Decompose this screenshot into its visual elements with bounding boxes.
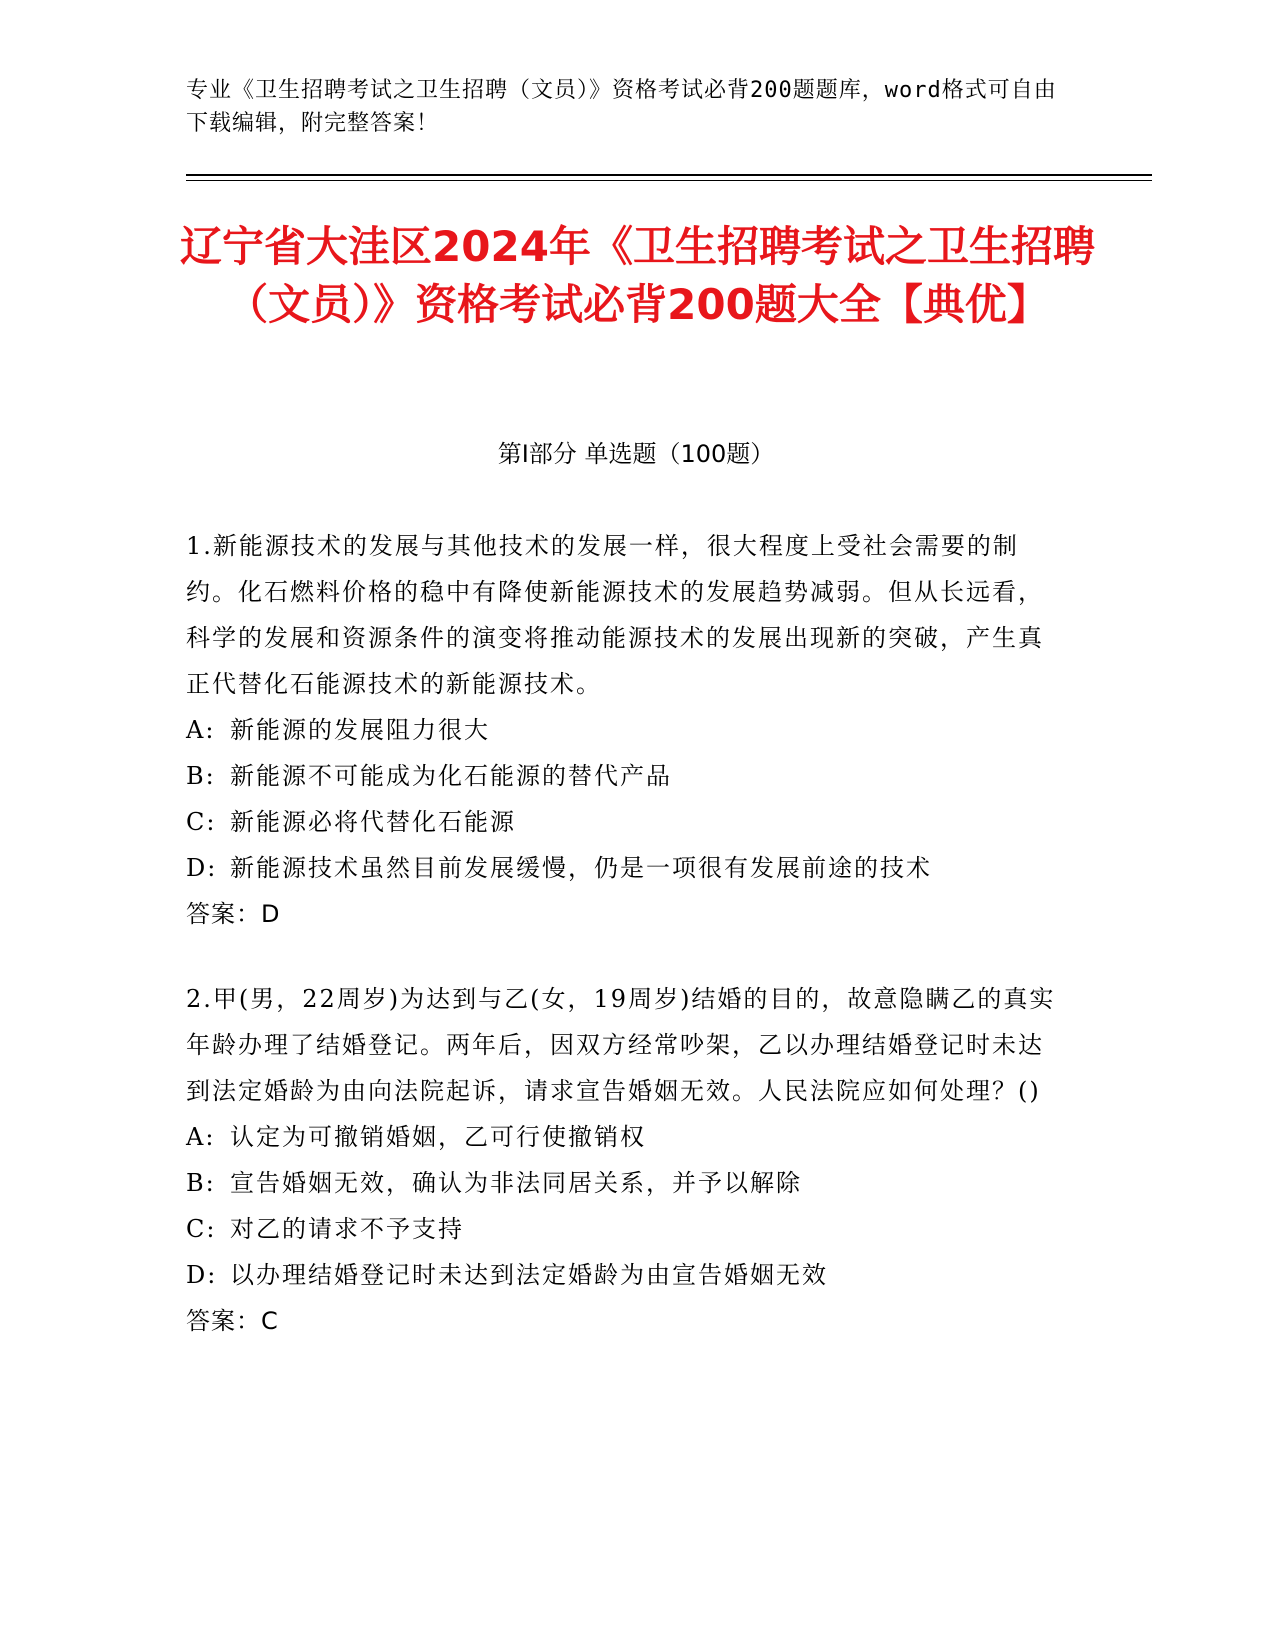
answer-line: 答案：D (186, 900, 281, 928)
option-c (186, 799, 1066, 845)
option-c (186, 1206, 1066, 1252)
option-b (186, 753, 1066, 799)
header-divider-thick (186, 174, 1152, 176)
option-letter: B: (186, 762, 216, 790)
option-text: 对乙的请求不予支持 (230, 1215, 464, 1243)
option-text: 认定为可撤销婚姻，乙可行使撤销权 (230, 1123, 646, 1151)
document-title: 辽宁省大洼区2024年《卫生招聘考试之卫生招聘（文员）》资格考试必背200题大全【典优】 (180, 222, 1095, 329)
header-divider-thin (186, 180, 1152, 181)
option-text: 新能源不可能成为化石能源的替代产品 (230, 762, 672, 790)
option-text: 宣告婚姻无效，确认为非法同居关系，并予以解除 (230, 1169, 802, 1197)
option-b (186, 1160, 1066, 1206)
option-a (186, 707, 1066, 753)
section-title: 第Ⅰ部分 单选题（100题） (497, 440, 775, 468)
question-1 (186, 523, 1066, 937)
header-note: 专业《卫生招聘考试之卫生招聘（文员）》资格考试必背200题题库，word格式可自由下载编辑，附完整答案！ (186, 78, 1057, 136)
option-text: 新能源技术虽然目前发展缓慢，仍是一项很有发展前途的技术 (230, 854, 932, 882)
option-text: 新能源必将代替化石能源 (230, 808, 516, 836)
option-letter: D: (186, 854, 218, 882)
option-d (186, 845, 1066, 891)
option-letter: D: (186, 1261, 218, 1289)
option-letter: A: (186, 1123, 216, 1151)
option-letter: B: (186, 1169, 216, 1197)
question-stem: 1.新能源技术的发展与其他技术的发展一样，很大程度上受社会需要的制约。化石燃料价格的稳中有降使新能源技术的发展趋势减弱。但从长远看，科学的发展和资源条件的演变将推动能源技术的发展出现新的突破，产生真正代替化石能源技术的新能源技术。 (186, 532, 1044, 698)
option-letter: A: (186, 716, 216, 744)
option-text: 以办理结婚登记时未达到法定婚龄为由宣告婚姻无效 (230, 1261, 828, 1289)
answer-line: 答案：C (186, 1307, 279, 1335)
question-2 (186, 976, 1066, 1344)
option-text: 新能源的发展阻力很大 (230, 716, 490, 744)
option-letter: C: (186, 808, 217, 836)
option-letter: C: (186, 1215, 217, 1243)
question-stem: 2.甲(男，22周岁)为达到与乙(女，19周岁)结婚的目的，故意隐瞒乙的真实年龄办理了结婚登记。两年后，因双方经常吵架，乙以办理结婚登记时未达到法定婚龄为由向法院起诉，请求宣告婚姻无效。人民法院应如何处理？() (186, 985, 1056, 1105)
option-a (186, 1114, 1066, 1160)
option-d (186, 1252, 1066, 1298)
